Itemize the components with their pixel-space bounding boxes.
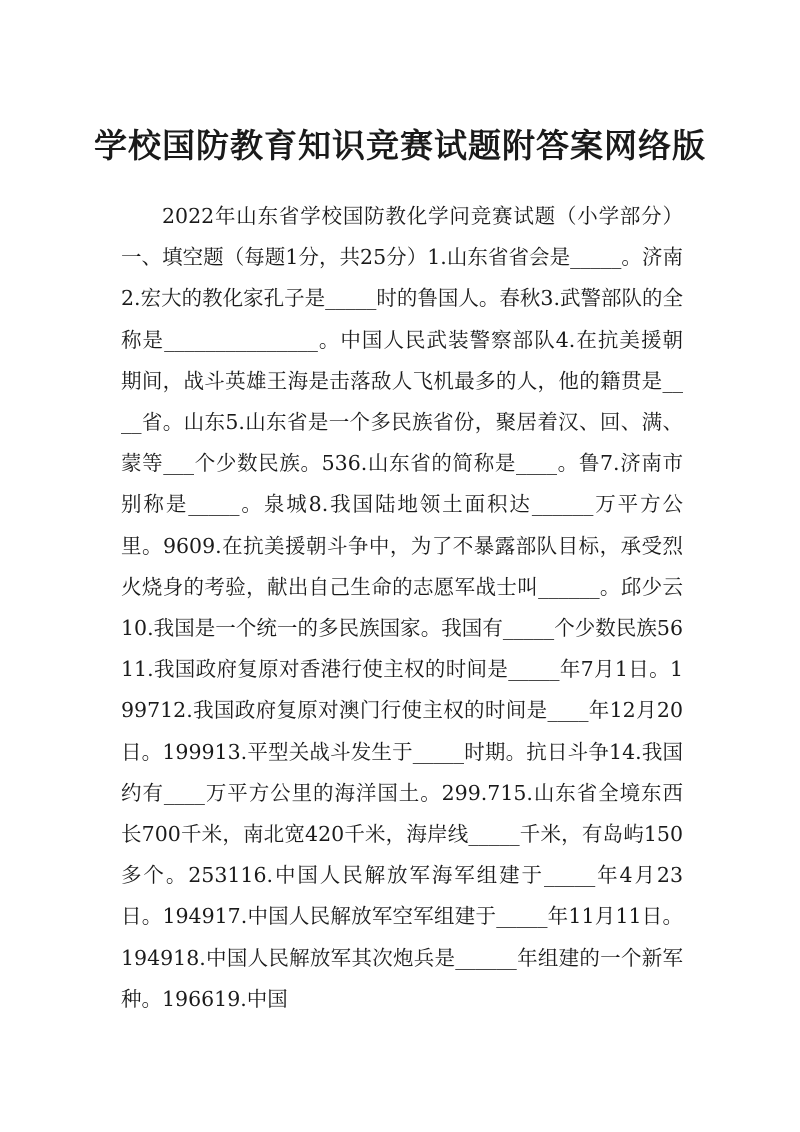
document-body-paragraph: 2022年山东省学校国防教化学问竞赛试题（小学部分）一、填空题（每题1分，共25分）1.山东省省会是_____。济南2.宏大的教化家孔子是_____时的鲁国人。春秋3.武警部队的全称是_______________。中国人民武装警察部队4.在抗美援朝期间，战斗英雄王海是击落敌人飞机最多的人，他的籍贯是____省。山东5.山东省是一个多民族省份，聚居着汉、回、满、蒙等___个少数民族。536.山东省的简称是____。鲁7.济南市别称是_____。泉城8.我国陆地领土面积达______万平方公里。9609.在抗美援朝斗争中，为了不暴露部队目标，承受烈火烧身的考验，献出自己生命的志愿军战士叫______。邱少云10.我国是一个统一的多民族国家。我国有_____个少数民族5611.我国政府复原对香港行使主权的时间是_____年7月1日。199712.我国政府复原对澳门行使主权的时间是____年12月20日。199913.平型关战斗发生于_____时期。抗日斗争14.我国约有____万平方公里的海洋国土。299.715.山东省全境东西长700千米，南北宽420千米，海岸线_____千米，有岛屿150多个。253116.中国人民解放军海军组建于_____年4月23日。194917.中国人民解放军空军组建于_____年11月11日。194918.中国人民解放军其次炮兵是______年组建的一个新军种。196619.中国 bbox=[121, 204, 683, 1011]
page-title: 学校国防教育知识竞赛试题附答案网络版 bbox=[94, 126, 706, 165]
